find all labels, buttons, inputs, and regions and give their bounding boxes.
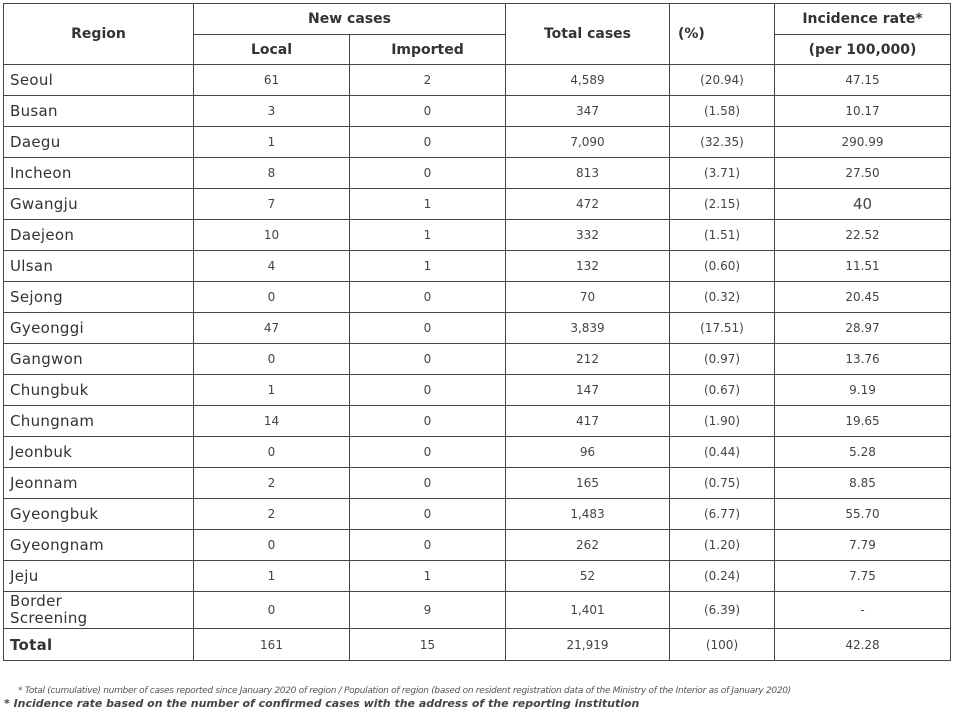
total-cases: 212 (506, 344, 670, 375)
total-cases: 132 (506, 251, 670, 282)
region-name: Jeju (4, 561, 194, 592)
percent-share: (1.58) (670, 96, 775, 127)
imported-cases: 1 (350, 561, 506, 592)
incidence-rate: 290.99 (775, 127, 951, 158)
local-cases: 4 (194, 251, 350, 282)
table-row (4, 344, 951, 375)
imported-cases: 0 (350, 406, 506, 437)
imported-cases: 1 (350, 189, 506, 220)
region-name: Jeonnam (4, 468, 194, 499)
table-row (4, 96, 951, 127)
table-row (4, 65, 951, 96)
incidence-rate: 13.76 (775, 344, 951, 375)
imported-cases: 0 (350, 158, 506, 189)
percent-share: (32.35) (670, 127, 775, 158)
total-cases: 96 (506, 437, 670, 468)
incidence-rate: 7.79 (775, 530, 951, 561)
region-name: Daejeon (4, 220, 194, 251)
imported-cases: 1 (350, 220, 506, 251)
region-name: Chungbuk (4, 375, 194, 406)
percent-share: (3.71) (670, 158, 775, 189)
total-cases: 4,589 (506, 65, 670, 96)
incidence-rate: 19.65 (775, 406, 951, 437)
percent-share: (6.77) (670, 499, 775, 530)
header-incidence-unit: (per 100,000) (775, 35, 951, 65)
header-percent: (%) (670, 4, 775, 65)
table-row (4, 499, 951, 530)
local-cases: 2 (194, 468, 350, 499)
table-row (4, 189, 951, 220)
incidence-rate: 55.70 (775, 499, 951, 530)
imported-cases: 1 (350, 251, 506, 282)
local-cases: 0 (194, 282, 350, 313)
total-cases: 1,401 (506, 592, 670, 629)
percent-share: (0.24) (670, 561, 775, 592)
total-local-cases: 161 (194, 629, 350, 661)
local-cases: 1 (194, 561, 350, 592)
table-row (4, 127, 951, 158)
footnote-total-definition: * Total (cumulative) number of cases reported since January 2020 of region / Population of region (based on resident registration data of the Ministry of the Interior as of January 2020) (18, 686, 791, 696)
region-name-line1: Border (10, 592, 63, 610)
incidence-rate: 10.17 (775, 96, 951, 127)
total-percent: (100) (670, 629, 775, 661)
imported-cases: 0 (350, 96, 506, 127)
incidence-rate: 7.75 (775, 561, 951, 592)
total-cases: 347 (506, 96, 670, 127)
total-incidence-rate: 42.28 (775, 629, 951, 661)
incidence-rate: 40 (775, 189, 951, 220)
total-cases: 472 (506, 189, 670, 220)
local-cases: 0 (194, 437, 350, 468)
local-cases: 3 (194, 96, 350, 127)
incidence-rate: 9.19 (775, 375, 951, 406)
imported-cases: 0 (350, 344, 506, 375)
footnote-incidence-rate: * Incidence rate based on the number of confirmed cases with the address of the reporting institution (4, 697, 640, 710)
region-name: Gangwon (4, 344, 194, 375)
region-name (4, 592, 194, 629)
total-cases: 1,483 (506, 499, 670, 530)
region-name: Busan (4, 96, 194, 127)
percent-share: (17.51) (670, 313, 775, 344)
table-row-border-screening (4, 592, 951, 629)
local-cases: 0 (194, 530, 350, 561)
header-local: Local (194, 35, 350, 65)
imported-cases: 0 (350, 437, 506, 468)
table-row (4, 282, 951, 313)
incidence-rate: 28.97 (775, 313, 951, 344)
incidence-rate: 8.85 (775, 468, 951, 499)
total-imported-cases: 15 (350, 629, 506, 661)
total-cases: 70 (506, 282, 670, 313)
total-cases: 813 (506, 158, 670, 189)
percent-share: (0.97) (670, 344, 775, 375)
percent-share: (0.67) (670, 375, 775, 406)
imported-cases: 0 (350, 282, 506, 313)
total-cases: 52 (506, 561, 670, 592)
percent-share: (1.90) (670, 406, 775, 437)
region-name: Gwangju (4, 189, 194, 220)
imported-cases: 0 (350, 313, 506, 344)
incidence-rate: 22.52 (775, 220, 951, 251)
header-region: Region (4, 4, 194, 65)
percent-share: (0.60) (670, 251, 775, 282)
table-row (4, 375, 951, 406)
imported-cases: 0 (350, 530, 506, 561)
imported-cases: 0 (350, 499, 506, 530)
local-cases: 14 (194, 406, 350, 437)
percent-share: (1.20) (670, 530, 775, 561)
total-cases: 262 (506, 530, 670, 561)
region-name: Chungnam (4, 406, 194, 437)
percent-share: (20.94) (670, 65, 775, 96)
table-row (4, 220, 951, 251)
local-cases: 61 (194, 65, 350, 96)
header-new-cases: New cases (194, 4, 506, 35)
percent-share: (0.32) (670, 282, 775, 313)
table-row (4, 468, 951, 499)
local-cases: 10 (194, 220, 350, 251)
table-row (4, 437, 951, 468)
region-name: Ulsan (4, 251, 194, 282)
total-cases: 7,090 (506, 127, 670, 158)
total-cases: 332 (506, 220, 670, 251)
total-cases: 147 (506, 375, 670, 406)
table-row (4, 158, 951, 189)
local-cases: 1 (194, 127, 350, 158)
header-incidence-rate: Incidence rate* (775, 4, 951, 35)
local-cases: 1 (194, 375, 350, 406)
local-cases: 7 (194, 189, 350, 220)
table-row-total (4, 629, 951, 661)
incidence-rate: 27.50 (775, 158, 951, 189)
incidence-rate: 47.15 (775, 65, 951, 96)
region-name: Gyeongnam (4, 530, 194, 561)
region-name: Sejong (4, 282, 194, 313)
local-cases: 0 (194, 592, 350, 629)
incidence-rate: - (775, 592, 951, 629)
imported-cases: 0 (350, 127, 506, 158)
incidence-rate: 20.45 (775, 282, 951, 313)
incidence-rate: 11.51 (775, 251, 951, 282)
region-name: Incheon (4, 158, 194, 189)
table-row (4, 251, 951, 282)
percent-share: (6.39) (670, 592, 775, 629)
percent-share: (1.51) (670, 220, 775, 251)
region-name: Daegu (4, 127, 194, 158)
header-total-cases: Total cases (506, 4, 670, 65)
percent-share: (0.75) (670, 468, 775, 499)
region-name: Jeonbuk (4, 437, 194, 468)
region-name: Seoul (4, 65, 194, 96)
percent-share: (0.44) (670, 437, 775, 468)
total-cases-sum: 21,919 (506, 629, 670, 661)
imported-cases: 2 (350, 65, 506, 96)
regional-cases-table (3, 3, 951, 661)
table-row (4, 406, 951, 437)
region-name: Gyeongbuk (4, 499, 194, 530)
total-cases: 165 (506, 468, 670, 499)
footnotes (4, 686, 944, 710)
table-row (4, 313, 951, 344)
header-imported: Imported (350, 35, 506, 65)
total-label: Total (4, 629, 194, 661)
local-cases: 47 (194, 313, 350, 344)
local-cases: 8 (194, 158, 350, 189)
table-row (4, 530, 951, 561)
total-cases: 417 (506, 406, 670, 437)
local-cases: 0 (194, 344, 350, 375)
imported-cases: 9 (350, 592, 506, 629)
imported-cases: 0 (350, 468, 506, 499)
imported-cases: 0 (350, 375, 506, 406)
region-name-line2: Screening (10, 609, 88, 627)
local-cases: 2 (194, 499, 350, 530)
percent-share: (2.15) (670, 189, 775, 220)
incidence-rate: 5.28 (775, 437, 951, 468)
total-cases: 3,839 (506, 313, 670, 344)
region-name: Gyeonggi (4, 313, 194, 344)
table-row (4, 561, 951, 592)
